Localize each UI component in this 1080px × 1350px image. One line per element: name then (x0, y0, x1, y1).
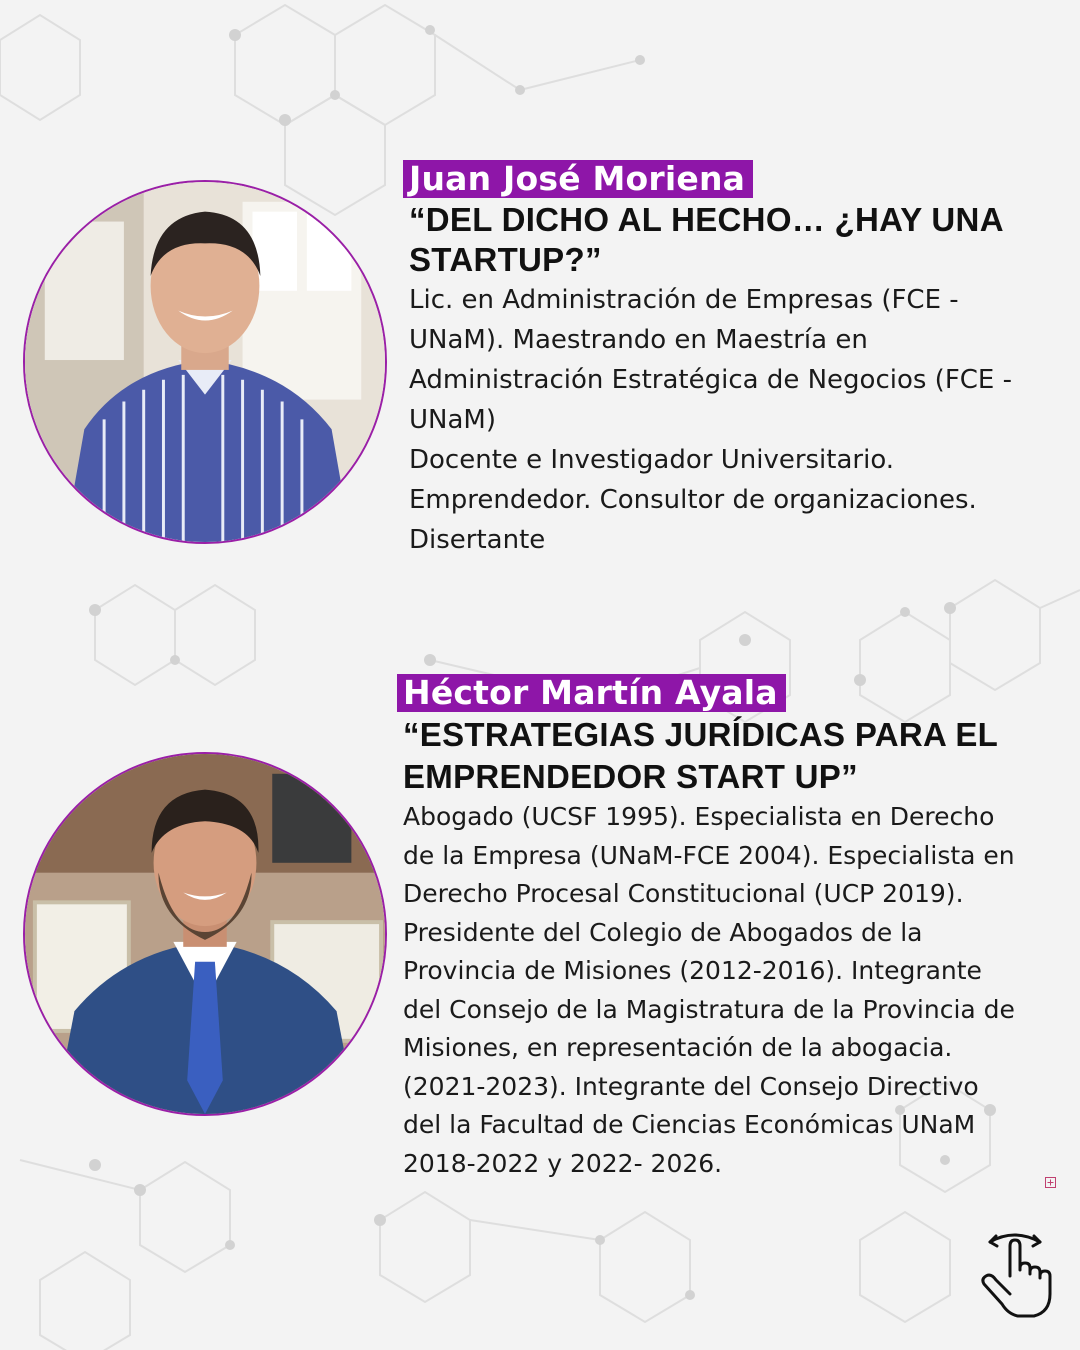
bio-line: UNaM) (409, 405, 496, 435)
bio-line: del Consejo de la Magistratura de la Provincia de (403, 994, 1015, 1024)
bio-line: Emprendedor. Consultor de organizaciones. (409, 485, 977, 515)
bio-line: Disertante (409, 525, 546, 555)
small-plus-icon (1045, 1177, 1056, 1188)
bio-line: del la Facultad de Ciencias Económicas UNaM (403, 1110, 976, 1139)
bio-line: 2018-2022 y 2022- 2026. (403, 1148, 723, 1178)
portrait-illustration (25, 754, 385, 1114)
bio-line: Misiones, en representación de la abogacia. (403, 1033, 953, 1062)
bio-line: Abogado (UCSF 1995). Especialista en Derecho (403, 802, 995, 831)
portrait-illustration (25, 182, 385, 542)
talk-title-line: “ESTRATEGIAS JURÍDICAS PARA EL (403, 716, 999, 753)
bio-line: Lic. en Administración de Empresas (FCE - (409, 285, 959, 315)
speaker-info-juan (403, 160, 1063, 560)
talk-title (397, 714, 1067, 798)
bio-line: UNaM). Maestrando en Maestría en (409, 325, 868, 355)
speaker-info-hector (397, 674, 1067, 1183)
speaker-bio (397, 798, 1067, 1183)
speaker-photo-hector (23, 752, 387, 1116)
talk-title (403, 200, 1063, 280)
bio-line: Derecho Procesal Constitucional (UCP 2019). (403, 879, 964, 908)
swipe-hand-icon[interactable] (978, 1228, 1056, 1320)
speaker-photo-juan (23, 180, 387, 544)
speaker-name: Héctor Martín Ayala (397, 674, 786, 712)
speaker-bio (403, 280, 1063, 560)
talk-title-line: STARTUP?” (409, 241, 602, 278)
talk-title-line: “DEL DICHO AL HECHO… ¿HAY UNA (409, 201, 1004, 238)
bio-line: Presidente del Colegio de Abogados de la (403, 917, 923, 947)
talk-title-line: EMPRENDEDOR START UP” (403, 758, 858, 795)
bio-line: Provincia de Misiones (2012-2016). Integrante (403, 956, 982, 985)
speaker-name: Juan José Moriena (403, 160, 753, 198)
bio-line: Docente e Investigador Universitario. (409, 445, 895, 475)
bio-line: (2021-2023). Integrante del Consejo Directivo (403, 1071, 979, 1101)
bio-line: Administración Estratégica de Negocios (FCE - (409, 365, 1013, 395)
bio-line: de la Empresa (UNaM-FCE 2004). Especialista en (403, 840, 1015, 870)
